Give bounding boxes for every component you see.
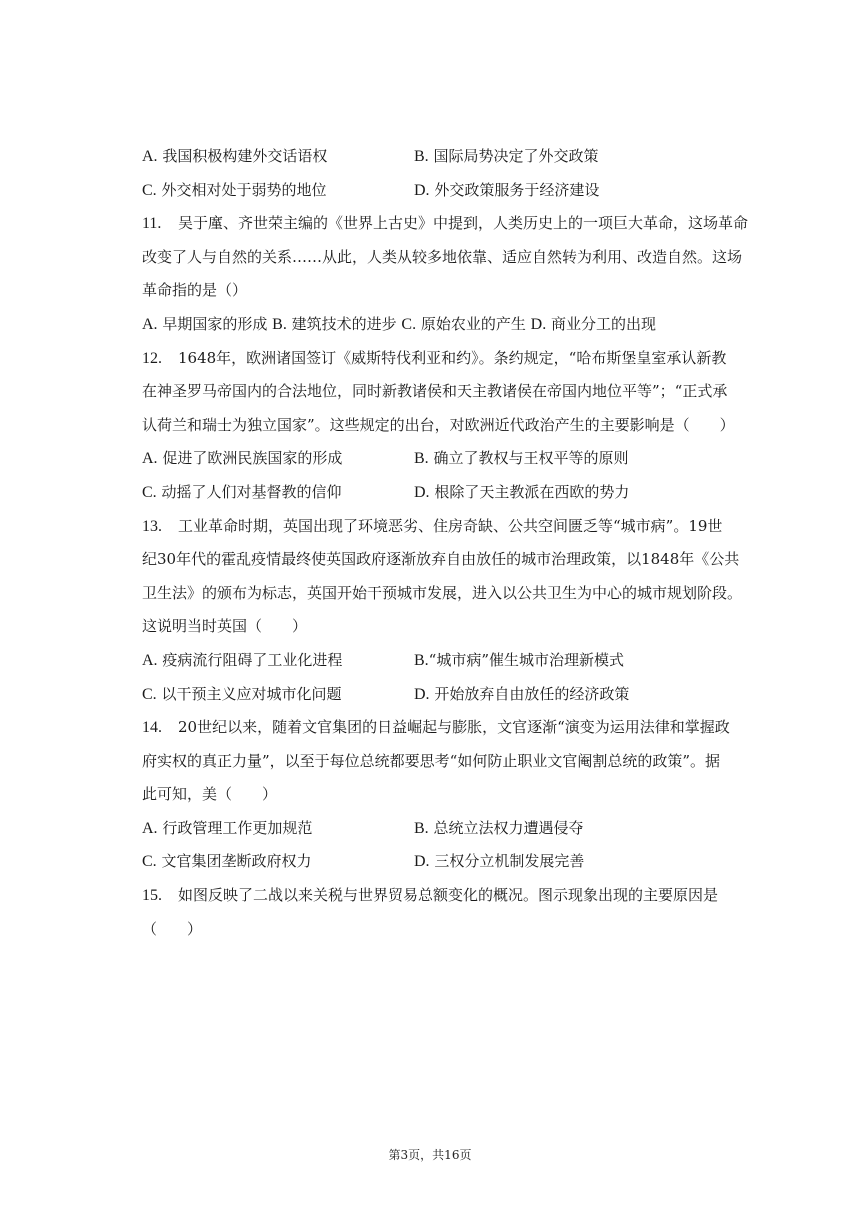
- q14-stem-line-3: 此可知，美（ ）: [142, 785, 278, 804]
- q12-stem-line-2: 在神圣罗马帝国内的合法地位，同时新教诸侯和天主教诸侯在帝国内地位平等”；“正式承: [142, 382, 728, 401]
- q12-options-row-2: [142, 476, 754, 510]
- q11-stem-line-2: 改变了人与自然的关系……从此，人类从较多地依靠、适应自然转为利用、改造自然。这场: [142, 247, 743, 266]
- q12-options-row-1: [142, 442, 754, 476]
- q13-options-row-1: [142, 644, 754, 678]
- q10-option-b: B. 国际局势决定了外交政策: [414, 147, 599, 165]
- q13-option-c: C. 以干预主义应对城市化问题: [142, 684, 342, 703]
- q14-option-b: B. 总统立法权力遭遇侵夺: [414, 818, 584, 837]
- q11-number: 11.: [142, 215, 162, 233]
- q13-stem-line-3: 卫生法》的颁布为标志，英国开始干预城市发展，进入以公共卫生为中心的城市规划阶段。: [142, 583, 743, 602]
- q15-stem-line-2: （ ）: [142, 919, 203, 938]
- q13-option-a: A. 疫病流行阻碍了工业化进程: [142, 650, 343, 669]
- q15-number: 15.: [142, 887, 162, 905]
- q13-options-row-2: [142, 678, 754, 712]
- q12-option-b: B. 确立了教权与王权平等的原则: [414, 449, 629, 468]
- q14-option-d: D. 三权分立机制发展完善: [414, 852, 585, 871]
- q13-number: 13.: [142, 517, 162, 535]
- page-footer: 第3页，共16页: [388, 1148, 472, 1162]
- q15-stem-line-1: 15. 如图反映了二战以来关税与世界贸易总额变化的概况。图示现象出现的主要原因是: [142, 879, 754, 913]
- q12-option-a: A. 促进了欧洲民族国家的形成: [142, 449, 343, 468]
- q13-option-b: B.“城市病”催生城市治理新模式: [414, 650, 625, 669]
- q13-stem-line-1: 13. 工业革命时期，英国出现了环境恶劣、住房奇缺、公共空间匮乏等“城市病”。19世: [142, 510, 754, 544]
- q14-stem-line-2: 府实权的真正力量”，以至于每位总统都要思考“如何防止职业文官阉割总统的政策”。据: [142, 751, 721, 770]
- q10-options-row-1: [142, 140, 754, 174]
- q11-options-line: [142, 308, 754, 342]
- q10-option-c: C. 外交相对处于弱势的地位: [142, 180, 327, 199]
- q14-stem-line-1: 14. 20世纪以来，随着文官集团的日益崛起与膨胀，文官逐渐“演变为运用法律和掌握政: [142, 711, 754, 745]
- q12-number: 12.: [142, 349, 162, 367]
- q11-stem-line-3: 革命指的是（）: [142, 281, 248, 300]
- q11-option-b: B. 建筑技术的进步: [272, 314, 397, 333]
- q13-stem-line-4: 这说明当时英国（ ）: [142, 617, 308, 636]
- q11-option-c: C. 原始农业的产生: [401, 314, 526, 333]
- q14-option-a: A. 行政管理工作更加规范: [142, 818, 313, 837]
- q11-option-a: A. 早期国家的形成: [142, 314, 268, 333]
- q13-stem-line-2: 纪30年代的霍乱疫情最终使英国政府逐渐放弃自由放任的城市治理政策，以1848年《公共: [142, 550, 740, 569]
- q11-stem-line-1: 11. 吴于廑、齐世荣主编的《世界上古史》中提到，人类历史上的一项巨大革命，这场革命: [142, 207, 754, 241]
- q10-option-d: D. 外交政策服务于经济建设: [414, 180, 600, 199]
- q12-option-c: C. 动摇了人们对基督教的信仰: [142, 482, 342, 501]
- q13-option-d: D. 开始放弃自由放任的经济政策: [414, 684, 630, 703]
- q14-options-row-1: [142, 812, 754, 846]
- q11-option-d: D. 商业分工的出现: [530, 314, 656, 333]
- q10-option-a: A. 我国积极构建外交话语权: [142, 147, 328, 165]
- q14-options-row-2: [142, 845, 754, 879]
- q12-stem-line-3: 认荷兰和瑞士为独立国家”。这些规定的出台，对欧洲近代政治产生的主要影响是（ ）: [142, 415, 735, 434]
- q10-options-row-2: [142, 174, 754, 208]
- question-content: [142, 140, 754, 946]
- q14-number: 14.: [142, 719, 162, 737]
- q14-option-c: C. 文官集团垄断政府权力: [142, 852, 312, 871]
- q12-stem-line-1: 12. 1648年，欧洲诸国签订《威斯特伐利亚和约》。条约规定，“哈布斯堡皇室承认新教: [142, 342, 754, 376]
- q12-option-d: D. 根除了天主教派在西欧的势力: [414, 482, 630, 501]
